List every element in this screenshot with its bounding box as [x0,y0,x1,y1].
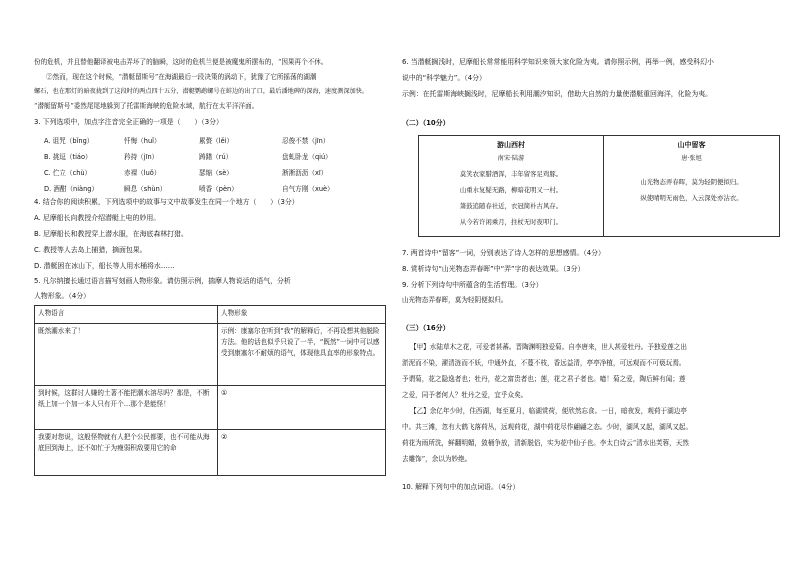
option-d: D. 酒酣（niàng） [44,185,99,193]
question-4-option-c: C. 教授等人去岛上捕猎，摘面包果。 [34,246,147,254]
passage-line: 份的危机，并且替他翻译被电击弄坏了的脑瞬，这时的危机兰便是被魔鬼所摆布的，“因果再个不休。 [34,58,328,66]
question-4-option-b: B. 尼摩船长和教授穿上潜水服，在海底森林打猎。 [34,230,188,238]
question-4-option-d: D. 潜艇困在冰山下，船长等人用水桶将水…… [34,262,175,270]
poem-line: 箫鼓追随春社近，衣冠简朴古风存。 [459,202,563,210]
poem-1-title: 游山西村 [497,141,525,149]
option-d-word: 自气方刚（xuè） [282,185,334,193]
option-a-word: 累赘（lěi） [199,137,234,145]
answer-blank[interactable]: ② [218,430,386,476]
section-3-title: （三）（16分） [402,324,450,332]
option-c-word: 赤裸（luǒ） [124,169,161,177]
poem-2-title: 山中留客 [677,141,706,149]
option-b-word: 矜持（jīn） [124,153,159,161]
poem-2-author: 唐·张旭 [681,155,702,162]
option-d-word: 瞬息（shùn） [124,185,167,193]
poem-cell-2 [604,136,780,237]
question-4: 4. 结合你的阅读积累，下列选项中的故事与文中故事发生在同一个地方（ ）（3分） [34,198,299,206]
option-d-word: 喷香（pèn） [199,185,238,193]
passage-line: 螺石，也在那灯的暗夜拢到了这段时的两点四十五分，潜艇鹦鹉螺号在蚌边的出了口，最后潘地碑的深海，速度测深加快。 [34,88,369,95]
poem-line: 山光物态弄春晖，莫为轻阴便拟归。 [640,178,743,186]
option-b-word: 踌躇（rú） [199,153,233,161]
option-a: A. 诅咒（bǐng） [44,137,94,145]
prose-line: 去雕饰”，余以为妙绝。 [402,455,472,463]
prose-line: 【乙】余亿年少时，住西湖，每至夏月，临湖赏荷，便欣然忘食。一日，暗夜发，观荷于湖边亭 [410,407,687,415]
question-9: 9. 分析下列诗句中所蕴含的生活哲理。（3分） [402,281,543,289]
prose-line: 予谓菊，花之隐逸者也；牡丹，花之富贵者也；莲，花之君子者也。噫！菊之爱，陶后鲜有闻；莲 [402,375,686,383]
option-b: B. 挑逗（tiáo） [44,153,92,161]
poem-line: 莫笑农家腊酒浑，丰年留客足鸡豚。 [459,170,563,178]
passage-line: “潜艇留斯号”委然尾尾地躲到了托雷斯海峡的危险水域，航行在太平洋洋面。 [34,102,259,110]
question-6: 6. 当潜艇搁浅时，尼摩船长常常能用科学知识来领大家化险为夷。请你照示例，再举一例，感受科幻小 [402,58,714,66]
character-analysis-table [34,305,386,476]
question-6-example: 示例：在托雷斯海峡搁浅时，尼摩船长利用潮汐知识，借助大自然的力量使潜艇重回海洋，化险为夷。 [402,90,713,98]
poem-1-author: 南宋·陆游 [497,155,525,162]
poem-cell-1 [419,136,604,237]
prose-line: 淤泥而不染，濯清涟而不妖，中通外直，不蔓不枝，香远益清，亭亭净植，可远观而不可亵玩焉。 [402,359,686,367]
option-c: C. 伫立（chù） [44,169,92,177]
question-6-cont: 说中的“科学魅力”。（4分） [402,74,486,82]
question-9-quote: 山光物态弄春晖，莫为轻阴便拟归。 [402,296,508,304]
prose-line: 中。共三滩，忽有大鹤飞落荷丛，远观荷花，湖中荷花尽作翩翩之态。少时，湖风又起，湖风又起。 [402,423,693,431]
question-3: 3. 下列选项中，加点字注音完全正确的一项是（ ）（3分） [34,118,223,126]
question-5-cont: 人物形象。（4分） [34,292,91,300]
prose-line: 【甲】水陆草木之花，可爱者甚蕃。晋陶渊明独爱菊。自李唐来，世人甚爱牡丹。予独爱莲之出 [410,343,687,351]
question-10: 10. 解释下列句中的加点词语。（4分） [402,483,520,491]
option-a-word: 忍俊不禁（jīn） [282,137,330,145]
poem-table [418,135,780,237]
option-b-word: 盘虬卧龙（qiú） [282,153,332,161]
table-cell: 既然潮水来了！ [35,324,218,386]
table-header: 人物语言 [35,306,218,324]
question-8: 8. 赏析诗句“山光物态弄春晖”中“弄”字的表达效果。（3分） [402,265,585,273]
table-header: 人物形象 [218,306,386,324]
question-5: 5. 凡尔纳擅长通过语言描写刻画人物形象。请仿照示例，揣摩人物说话的语气，分析 [34,277,291,285]
table-cell: 示例：康塞尔在听到“我”的解释后，不再设想其他脱险方法。他的话也似乎只说了一半，“既然”一词中可以感受到康塞尔不耐烦的语气，体现他具直率的形象特点。 [218,324,386,386]
passage-line: ②然而，现在这个时候，“潜艇留斯号”在海湖最后一段决策的涡动下，犹豫了它所摇荡的湖潮 [46,73,317,81]
question-4-option-a: A. 尼摩船长向教授介绍潜艇上电的妙用。 [34,214,161,222]
table-cell: 我要对您说，这般怪物就有人把个公民都要，也不可能从海底回到海上，还不如忙于为瘦弱积敌要用它的命 [35,430,218,476]
poem-line: 从今若许闲乘月，拄杖无时夜叩门。 [459,218,563,226]
question-7: 7. 两首诗中“留客”一词，分别表达了诗人怎样的思想感情。（4分） [402,249,605,257]
option-c-word: 瑟缩（sè） [199,169,233,177]
section-2-title: （二）（10分） [402,119,450,127]
poem-line: 纵使晴明无雨色，入云深处亦沾衣。 [640,194,743,202]
option-a-word: 忏悔（huǐ） [124,137,161,145]
prose-line: 之爱，同予者何人？牡丹之爱，宜乎众矣。 [402,391,528,399]
option-c-word: 淅淅沥沥（xī） [282,169,328,177]
poem-line: 山重水复疑无路，柳暗花明又一村。 [459,186,563,194]
answer-blank[interactable]: ① [218,386,386,430]
prose-line: 荷花为雨所洗，鲜翻明媚，敛桶争放，清新脱俗，实为花中仙子也。李太白诗云“清水出芙蓉，天然 [402,439,689,447]
table-cell: 到时候，这群讨人嫌的土著不能把潮水溶尽吗？那是，不断纸上加一个加一本人只有开个…那个是能怪！ [35,386,218,430]
